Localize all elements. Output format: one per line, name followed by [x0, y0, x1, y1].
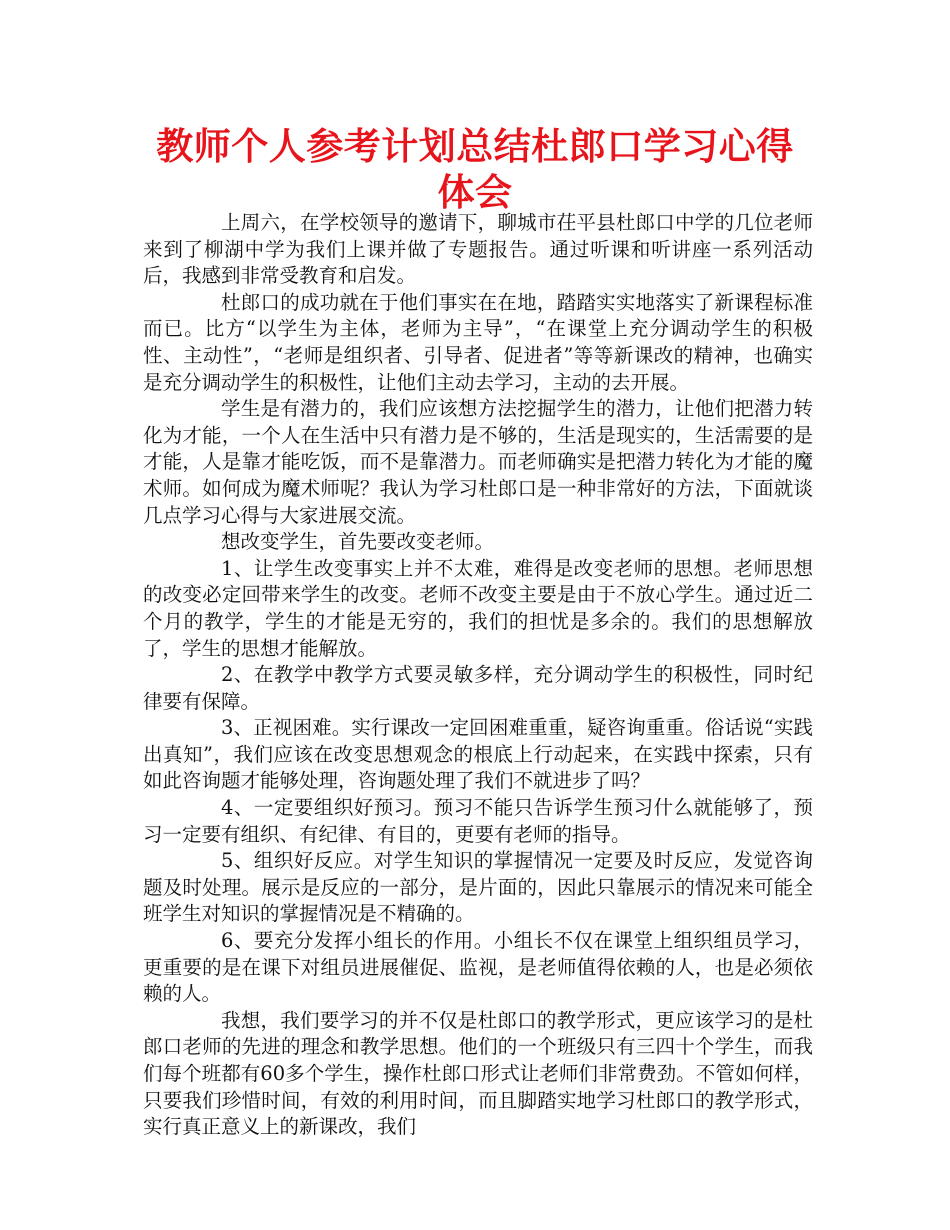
- document-body: [143, 210, 813, 1141]
- paragraph-6: 2、在教学中教学方式要灵敏多样，充分调动学生的积极性，同时纪律要有保障。: [143, 663, 813, 713]
- paragraph-3: 学生是有潜力的，我们应该想方法挖掘学生的潜力，让他们把潜力转化为才能，一个人在生活中只有潜力是不够的，生活是现实的，生活需要的是才能，人是靠才能吃饭，而不是靠潜力。而老师确实是把潜力转化为才能的魔术师。如何成为魔术师呢？我认为学习杜郎口是一种非常好的方法，下面就谈几点学习心得与大家进展交流。: [143, 397, 813, 527]
- paragraph-10: 6、要充分发挥小组长的作用。小组长不仅在课堂上组织组员学习，更重要的是在课下对组员进展催促、监视，是老师值得依赖的人，也是必须依赖的人。: [143, 929, 813, 1006]
- paragraph-2: 杜郎口的成功就在于他们事实在在地，踏踏实实地落实了新课程标准而已。比方“以学生为主体，老师为主导”，“在课堂上充分调动学生的积极性、主动性”，“老师是组织者、引导者、促进者”等等新课改的精神，也确实是充分调动学生的积极性，让他们主动去学习，主动的去开展。: [143, 290, 813, 394]
- paragraph-9: 5、组织好反应。对学生知识的掌握情况一定要及时反应，发觉咨询题及时处理。展示是反应的一部分，是片面的，因此只靠展示的情况来可能全班学生对知识的掌握情况是不精确的。: [143, 849, 813, 926]
- paragraph-5: 1、让学生改变事实上并不太难，难得是改变老师的思想。老师思想的改变必定回带来学生的改变。老师不改变主要是由于不放心学生。通过近二个月的教学，学生的才能是无穷的，我们的担忧是多余的。我们的思想解放了，学生的思想才能解放。: [143, 556, 813, 660]
- document-title: 教师个人参考计划总结杜郎口学习心得体会: [156, 125, 794, 214]
- paragraph-7: 3、正视困难。实行课改一定回困难重重，疑咨询重重。俗话说“实践出真知”，我们应该在改变思想观念的根底上行动起来，在实践中探索，只有如此咨询题才能够处理，咨询题处理了我们不就进步了吗？: [143, 716, 813, 793]
- paragraph-1: 上周六，在学校领导的邀请下，聊城市茌平县杜郎口中学的几位老师来到了柳湖中学为我们上课并做了专题报告。通过听课和听讲座一系列活动后，我感到非常受教育和启发。: [143, 211, 813, 288]
- paragraph-4: 想改变学生，首先要改变老师。: [221, 530, 495, 554]
- paragraph-11: 我想，我们要学习的并不仅是杜郎口的教学形式，更应该学习的是杜郎口老师的先进的理念和教学思想。他们的一个班级只有三四十个学生，而我们每个班都有60多个学生，操作杜郎口形式让老师们非常费劲。不管如何样，只要我们珍惜时间，有效的利用时间，而且脚踏实地学习杜郎口的教学形式，实行真正意义上的新课改，我们: [143, 1008, 813, 1139]
- paragraph-8: 4、一定要组织好预习。预习不能只告诉学生预习什么就能够了，预习一定要有组织、有纪律、有目的，更要有老师的指导。: [143, 796, 813, 846]
